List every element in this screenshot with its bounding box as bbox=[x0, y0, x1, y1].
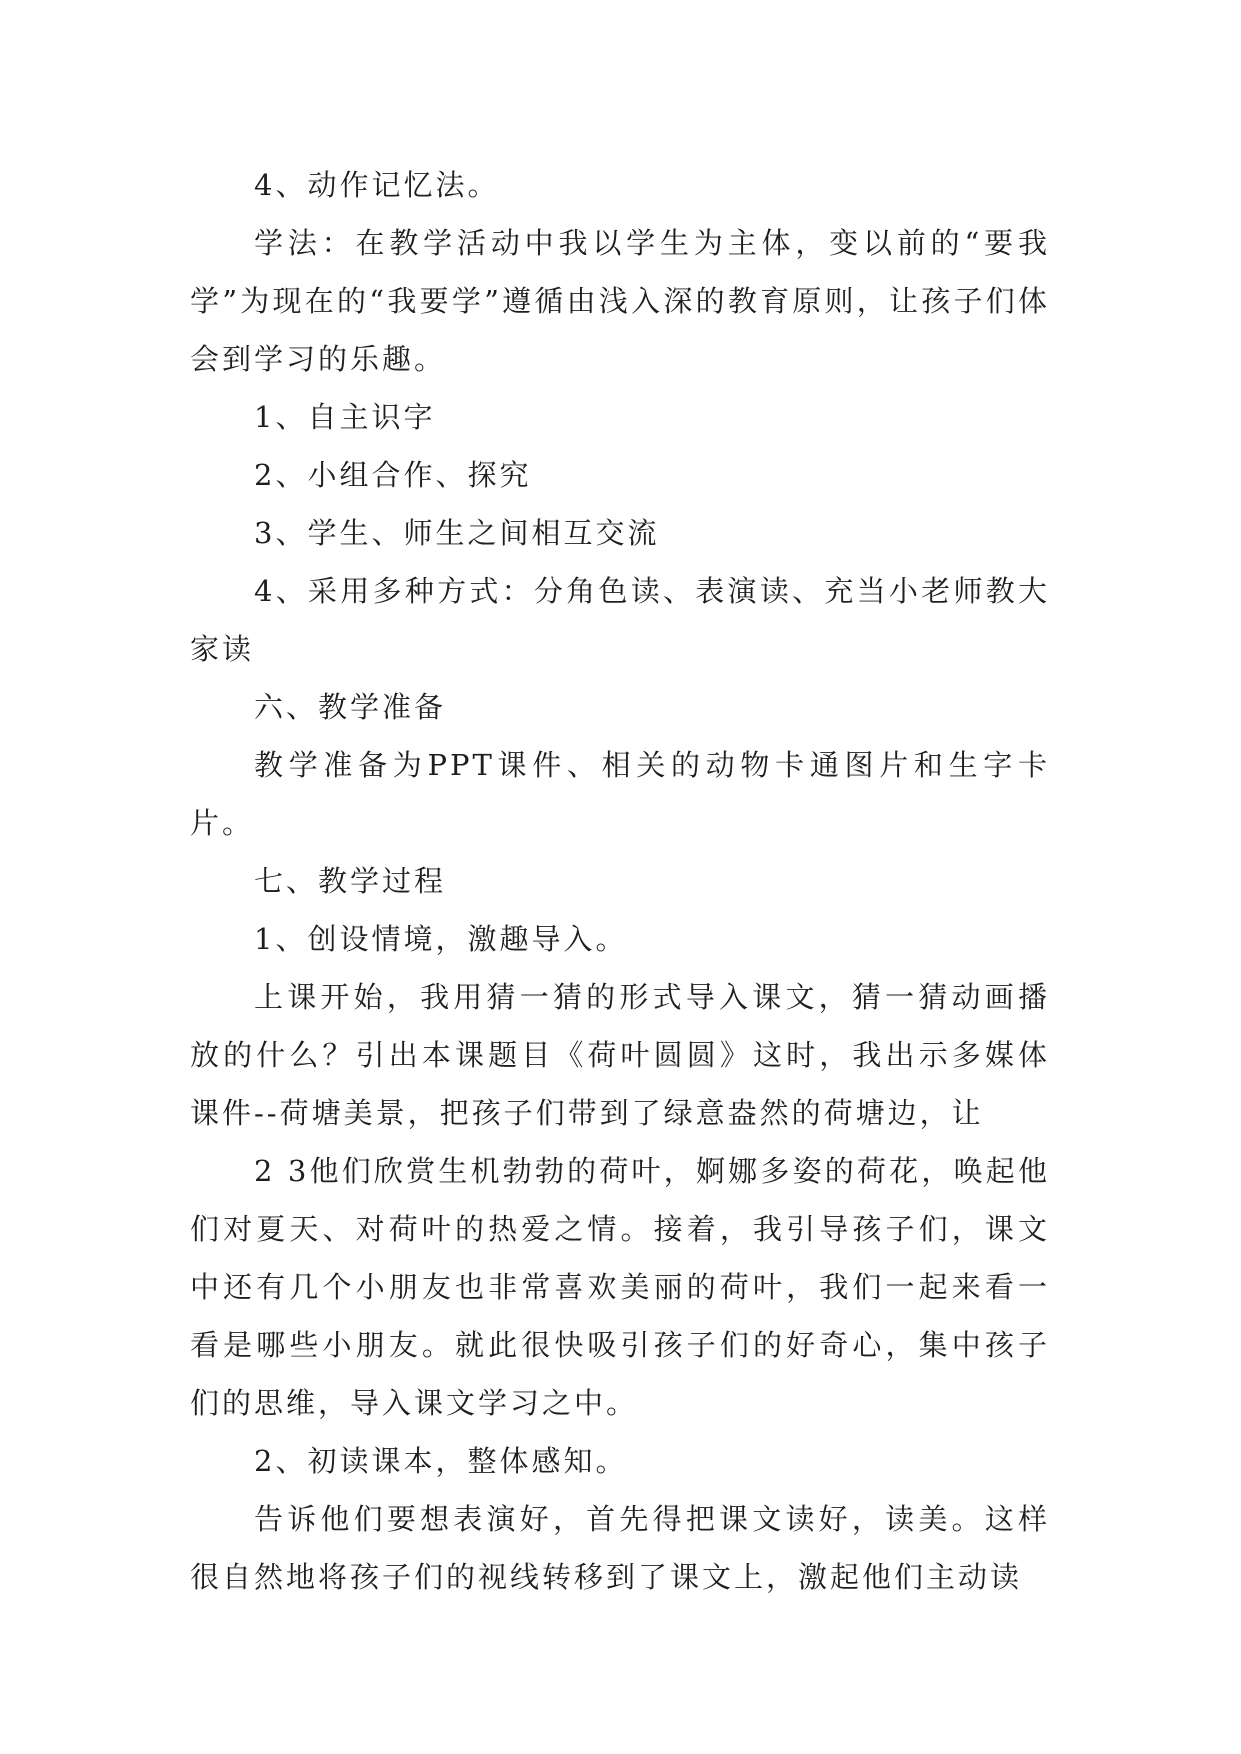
paragraph-step-2: 2、初读课本，整体感知。 bbox=[254, 1444, 628, 1478]
paragraph-continued: 2 3他们欣赏生机勃勃的荷叶，婀娜多姿的荷花，唤起他们对夏天、对荷叶的热爱之情。接着，我引导孩子们，课文中还有几个小朋友也非常喜欢美丽的荷叶，我们一起来看一看是哪些小朋友。就此很快吸引孩子们的好奇心，集中孩子们的思维，导入课文学习之中。 bbox=[190, 1154, 1050, 1420]
paragraph-item-4: 4、采用多种方式：分角色读、表演读、充当小老师教大家读 bbox=[190, 574, 1050, 666]
paragraph-method-4: 4、动作记忆法。 bbox=[254, 168, 500, 202]
paragraph-step-1: 1、创设情境，激趣导入。 bbox=[254, 922, 628, 956]
paragraph-learning-method: 学法：在教学活动中我以学生为主体，变以前的“要我学”为现在的“我要学”遵循由浅入深的教育原则，让孩子们体会到学习的乐趣。 bbox=[190, 226, 1050, 376]
paragraph-item-2: 2、小组合作、探究 bbox=[254, 458, 532, 492]
paragraph-item-1: 1、自主识字 bbox=[254, 400, 436, 434]
paragraph-preparation: 教学准备为PPT课件、相关的动物卡通图片和生字卡片。 bbox=[190, 748, 1050, 840]
document-body bbox=[190, 156, 1050, 1606]
paragraph-item-3: 3、学生、师生之间相互交流 bbox=[254, 516, 660, 550]
paragraph-intro: 上课开始，我用猜一猜的形式导入课文，猜一猜动画播放的什么？引出本课题目《荷叶圆圆》这时，我出示多媒体课件--荷塘美景，把孩子们带到了绿意盎然的荷塘边，让 bbox=[190, 980, 1050, 1130]
section-heading-preparation: 六、教学准备 bbox=[254, 690, 447, 724]
section-heading-process: 七、教学过程 bbox=[254, 864, 447, 898]
paragraph-reading: 告诉他们要想表演好，首先得把课文读好，读美。这样很自然地将孩子们的视线转移到了课文上，激起他们主动读 bbox=[190, 1502, 1050, 1594]
